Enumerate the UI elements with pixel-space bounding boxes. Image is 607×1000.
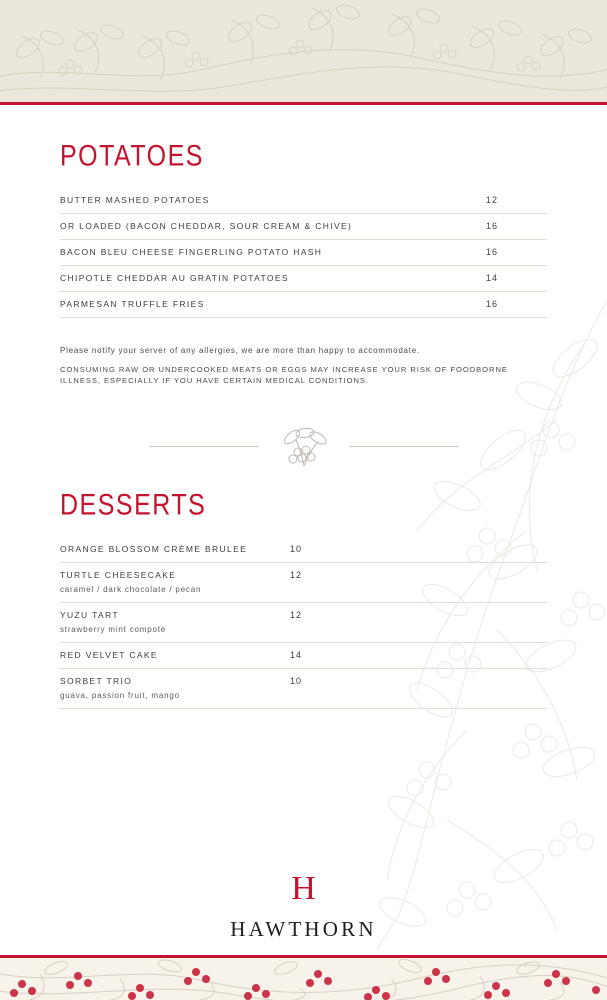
menu-item-price: 14	[486, 273, 499, 283]
menu-item-main	[60, 272, 486, 285]
menu-item-main	[60, 609, 290, 636]
top-decorative-band	[0, 0, 607, 102]
menu-item	[60, 669, 547, 709]
menu-item	[60, 643, 547, 669]
bottom-decorative-band	[0, 958, 607, 1000]
menu-item-name: TURTLE CHEESECAKE	[60, 570, 177, 580]
menu-item-name: OR LOADED (BACON CHEDDAR, SOUR CREAM & CHIVE)	[60, 221, 353, 231]
menu-item-name: BUTTER MASHED POTATOES	[60, 195, 210, 205]
menu-content	[0, 105, 607, 709]
menu-item-main	[60, 298, 486, 311]
menu-item-price: 10	[290, 676, 303, 686]
menu-item	[60, 292, 547, 318]
menu-item-description: caramel / dark chocolate / pecan	[60, 585, 202, 594]
botanical-branch-pattern-icon	[0, 0, 607, 102]
menu-item	[60, 240, 547, 266]
menu-item-main	[60, 649, 290, 662]
menu-item-name: RED VELVET CAKE	[60, 650, 158, 660]
menu-item-name: BACON BLEU CHEESE FINGERLING POTATO HASH	[60, 247, 323, 257]
menu-item	[60, 188, 547, 214]
brand-logo	[0, 869, 607, 942]
menu-item-description: guava, passion fruit, mango	[60, 691, 180, 700]
brand-wordmark: HAWTHORN	[230, 917, 377, 941]
menu-item-name: CHIPOTLE CHEDDAR AU GRATIN POTATOES	[60, 273, 289, 283]
menu-item-main	[60, 220, 486, 233]
potatoes-item-list	[60, 188, 547, 318]
menu-item-price: 16	[486, 221, 499, 231]
brand-monogram: H	[291, 870, 316, 907]
menu-item	[60, 537, 547, 563]
menu-item-price: 16	[486, 299, 499, 309]
menu-item-price: 10	[290, 544, 303, 554]
menu-item-price: 12	[290, 570, 303, 580]
menu-item	[60, 563, 547, 603]
menu-item	[60, 603, 547, 643]
section-title-desserts: DESSERTS	[60, 488, 207, 522]
menu-item-name: PARMESAN TRUFFLE FRIES	[60, 299, 205, 309]
section-title-potatoes: POTATOES	[60, 139, 204, 173]
menu-item-price: 16	[486, 247, 499, 257]
menu-item-description: strawberry mint compote	[60, 625, 166, 634]
menu-item-main	[60, 569, 290, 596]
menu-item-main	[60, 675, 290, 702]
menu-item-name: YUZU TART	[60, 610, 119, 620]
menu-item-price: 14	[290, 650, 303, 660]
divider-rule-right	[349, 446, 459, 447]
menu-item-main	[60, 246, 486, 259]
menu-item-name: ORANGE BLOSSOM CRÈME BRULEE	[60, 544, 248, 554]
section-divider	[149, 426, 459, 466]
menu-item-price: 12	[486, 195, 499, 205]
menu-item	[60, 266, 547, 292]
menu-notes	[60, 344, 547, 386]
divider-rule-left	[149, 446, 259, 447]
menu-item-main	[60, 194, 486, 207]
menu-item-name: SORBET TRIO	[60, 676, 133, 686]
menu-item	[60, 214, 547, 240]
desserts-item-list	[60, 537, 547, 709]
foodborne-illness-disclaimer: CONSUMING RAW OR UNDERCOOKED MEATS OR EGGS MAY INCREASE YOUR RISK OF FOODBORNE ILLNESS, ESPECIALLY IF YOU HAVE CERTAIN MEDICAL CONDITIONS.	[60, 365, 508, 385]
allergy-note: Please notify your server of any allergies, we are more than happy to accommodate.	[60, 346, 420, 355]
berry-branch-pattern-icon	[0, 958, 607, 1000]
menu-item-main	[60, 543, 290, 556]
menu-item-price: 12	[290, 610, 303, 620]
berry-sprig-icon	[272, 426, 336, 468]
